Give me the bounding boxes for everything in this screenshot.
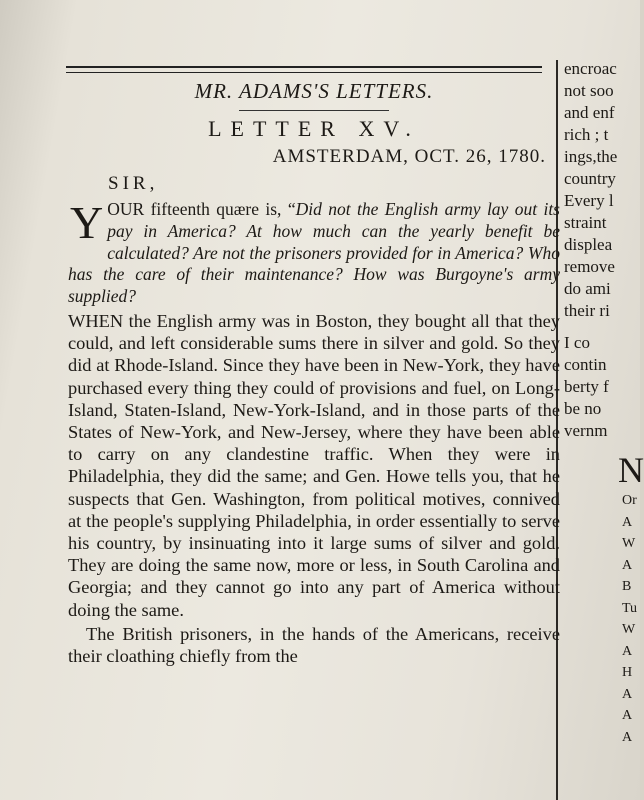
- adjacent-line: rich ; t: [564, 125, 609, 144]
- letter-number: LETTER XV.: [208, 116, 420, 141]
- adjacent-line: straint: [564, 213, 607, 232]
- adjacent-line: Every l: [564, 191, 614, 210]
- adjacent-small-line: B: [622, 579, 632, 594]
- salutation: SIR,: [108, 173, 159, 194]
- paragraph-1: WHEN the English army was in Boston, they bought all that they could, and left considerable sums there in silver and gold. So they did at Rhode-Island. Since they have been in New-York, they have purchased every thing they could of provisions and fuel, on Long-Island, Staten-Island, New-York-Island, and in those parts of the States of New-York, and New-Jersey, where they have been able to carry on any clandestine traffic. When they were in Philadelphia, they did the same; and Gen. Howe tells you, that he suspects that Gen. Washington, from political motives, connived at the people's supplying Philadelphia, in order essentially to serve his country, by insinuating into it large sums of silver and gold. They are doing the same now, more or less, in South Carolina and Georgia; and they cannot go into any part of America without doing the same.: [68, 310, 560, 620]
- adjacent-column-text-top: [564, 58, 640, 322]
- adjacent-small-line: A: [622, 708, 633, 723]
- adjacent-small-line: W: [622, 622, 636, 637]
- header-rule: [239, 110, 389, 111]
- quaere-question: Did not the English army lay out its pay in America? At how much can the yearly benefit be calculated? Are not the prisoners provided for in America? Who has the care of their maintenance? How was Burgoyne's army supplied?: [68, 199, 560, 307]
- adjacent-small-line: A: [622, 643, 633, 659]
- adjacent-column: [564, 58, 644, 800]
- adjacent-line: contin: [564, 355, 607, 374]
- header-double-rule: [66, 66, 542, 73]
- adjacent-line: berty f: [564, 377, 609, 396]
- adjacent-small-line: A: [622, 514, 633, 530]
- adjacent-small-line: A: [622, 686, 633, 702]
- adjacent-small-line: A: [622, 557, 633, 573]
- adjacent-column-gap: [564, 322, 640, 332]
- adjacent-line: displea: [564, 235, 613, 254]
- adjacent-line: country: [564, 169, 616, 188]
- adjacent-line: I co: [564, 333, 590, 352]
- adjacent-small-line: Or: [622, 493, 637, 508]
- adjacent-small-line: A: [622, 729, 633, 745]
- adjacent-line: ings,the: [564, 147, 618, 166]
- article-header: MR. ADAMS'S LETTERS.: [194, 79, 434, 103]
- adjacent-big-letter: N: [618, 450, 644, 490]
- adjacent-small-line: H: [622, 665, 633, 680]
- adjacent-line: and enf: [564, 103, 615, 122]
- adjacent-column-text-mid: [564, 332, 640, 442]
- adjacent-line: vernm: [564, 421, 608, 440]
- article-column: [68, 78, 560, 686]
- adjacent-line: remove: [564, 257, 615, 276]
- adjacent-line: be no: [564, 399, 602, 418]
- paragraph-2: The British prisoners, in the hands of the Americans, receive their cloathing chiefly from the: [68, 623, 560, 667]
- quaere-paragraph: [68, 199, 560, 308]
- adjacent-line: their ri: [564, 301, 610, 320]
- adjacent-column-small-text: [564, 490, 640, 748]
- adjacent-line: not soo: [564, 81, 614, 100]
- adjacent-line: encroac: [564, 59, 617, 78]
- adjacent-small-line: W: [622, 536, 636, 551]
- adjacent-small-line: Tu: [622, 600, 638, 616]
- dateline: AMSTERDAM, OCT. 26, 1780.: [272, 146, 546, 167]
- adjacent-line: do ami: [564, 279, 611, 298]
- quaere-intro: OUR fifteenth quære is, “: [107, 199, 296, 219]
- drop-cap: Y: [70, 197, 104, 248]
